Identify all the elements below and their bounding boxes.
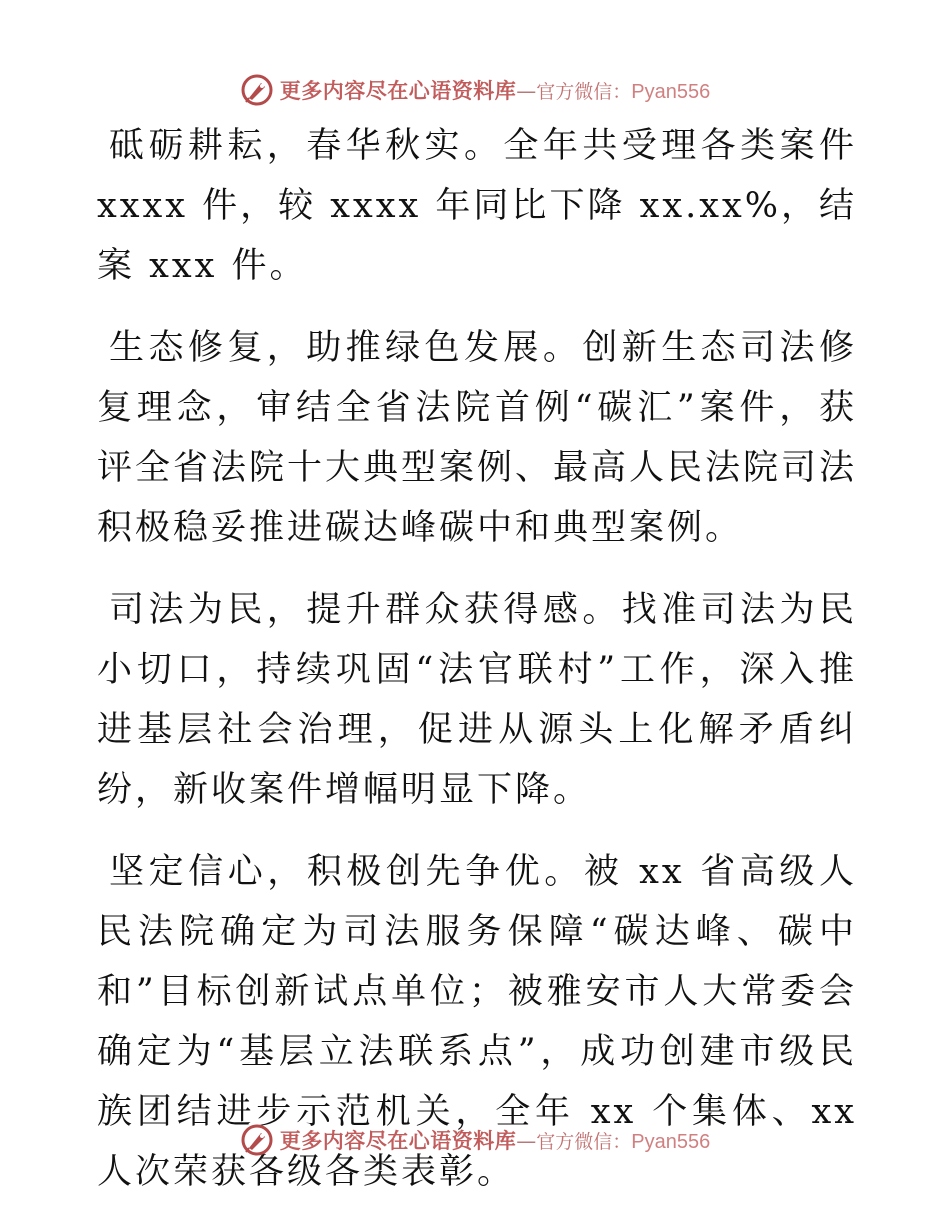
wechat-label: 官方微信： [536,1131,632,1153]
pen-nib-circle-icon [240,1123,274,1157]
wechat-id: Pyan556 [631,1131,711,1153]
banner-text [280,75,710,105]
footer-banner [0,1120,950,1160]
brand-text: 更多内容尽在心语资料库 [279,1128,517,1153]
banner-separator: — [516,1129,537,1153]
wechat-label: 官方微信： [536,81,632,103]
brand-text: 更多内容尽在心语资料库 [279,78,517,103]
paragraph-excellence: 坚定信心，积极创先争优。被 xx 省高级人民法院确定为司法服务保障“碳达峰、碳中和”目标创新试点单位；被雅安市人大常委会确定为“基层立法联系点”，成功创建市级民族团结进步示范机关，全年 xx 个集体、xx 人次荣获各级各类表彰。 [97,852,857,1192]
banner-text [280,1125,710,1155]
document-body [97,116,857,1224]
banner-separator: — [516,79,537,103]
pen-nib-circle-icon [240,73,274,107]
paragraph-justice-for-people: 司法为民，提升群众获得感。找准司法为民小切口，持续巩固“法官联村”工作，深入推进基层社会治理，促进从源头上化解矛盾纠纷，新收案件增幅明显下降。 [97,590,857,810]
wechat-id: Pyan556 [631,81,711,103]
header-banner [0,70,950,110]
paragraph-case-statistics: 砥砺耕耘，春华秋实。全年共受理各类案件 xxxx 件，较 xxxx 年同比下降 xx.xx%，结案 xxx 件。 [97,126,857,286]
paragraph-ecological-restoration: 生态修复，助推绿色发展。创新生态司法修复理念，审结全省法院首例“碳汇”案件，获评全省法院十大典型案例、最高人民法院司法积极稳妥推进碳达峰碳中和典型案例。 [97,328,858,548]
